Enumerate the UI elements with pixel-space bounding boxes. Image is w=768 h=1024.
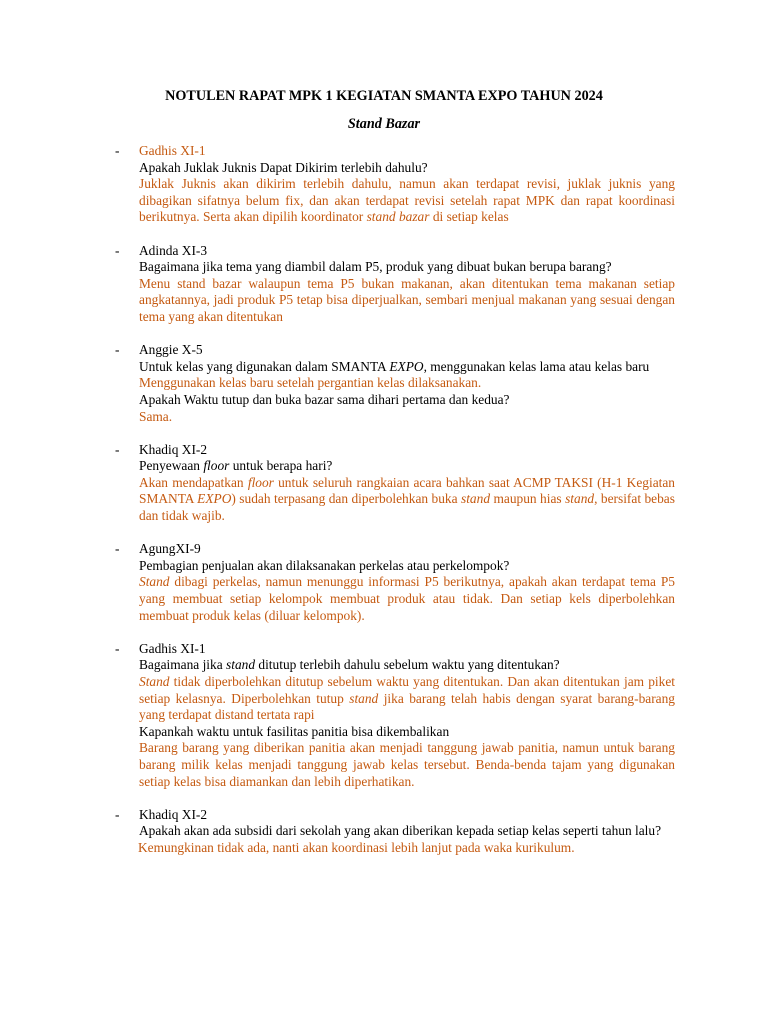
answer-text xyxy=(139,409,675,426)
text-segment: stand bazar xyxy=(366,209,430,225)
question-text xyxy=(139,823,675,840)
text-segment: EXPO xyxy=(389,358,424,374)
bullet-dash: - xyxy=(115,342,120,358)
answer-text xyxy=(139,740,675,790)
text-segment: Penyewaan xyxy=(139,458,204,474)
speaker-name: Gadhis XI-1 xyxy=(139,143,206,158)
question-text xyxy=(139,160,675,177)
question-text xyxy=(139,458,675,475)
answer-text xyxy=(139,574,675,624)
speaker-name: Adinda XI-3 xyxy=(139,242,208,258)
speaker-name: Anggie X-5 xyxy=(139,342,203,358)
text-segment: maupun hias xyxy=(490,491,566,507)
text-segment: Sama. xyxy=(139,408,173,424)
text-segment: Bagaimana jika tema yang diambil dalam P5, produk yang dibuat bukan berupa barang? xyxy=(139,259,612,275)
bullet-dash: - xyxy=(115,242,120,258)
document-subtitle: Stand Bazar xyxy=(347,116,421,132)
speaker-name: AgungXI-9 xyxy=(139,541,201,557)
answer-text xyxy=(138,840,675,857)
bullet-dash: - xyxy=(115,806,120,822)
bullet-dash: - xyxy=(115,143,120,158)
minutes-entry xyxy=(115,641,675,790)
text-segment: di setiap kelas xyxy=(429,209,509,225)
text-segment: Apakah Waktu tutup dan buka bazar sama dihari pertama dan kedua? xyxy=(139,391,510,407)
minutes-entry xyxy=(115,243,675,326)
answer-text xyxy=(139,674,675,724)
text-segment: ) sudah terpasang dan diperbolehkan buka xyxy=(231,491,461,507)
speaker-name: Khadiq XI-2 xyxy=(139,441,208,457)
speaker-name: Gadhis XI-1 xyxy=(139,640,206,656)
text-segment: stand xyxy=(565,491,595,507)
minutes-entry xyxy=(115,342,675,425)
minutes-entry xyxy=(115,442,675,525)
question-text xyxy=(139,359,675,376)
text-segment: jika barang telah habis dengan syarat barang-barang yang terdapat distand tertata rapi xyxy=(139,690,675,723)
text-segment: Menu stand bazar walaupun tema P5 bukan makanan, akan ditentukan tema makanan setiap angkatannya, jadi produk P5 tetap bisa diperjualkan, sembari menjual makanan yang sesuai dengan tema yang akan ditentukan xyxy=(139,275,675,324)
text-segment: Juklak Juknis akan dikirim terlebih dahulu, namun akan terdapat revisi, juklak juknis yang dibagikan sifatnya belum fix, dan akan terdapat revisi setelah rapat MPK dan rapat koordinasi berikutnya. Serta akan dipilih koordinator xyxy=(139,176,675,225)
text-segment: ditutup terlebih dahulu sebelum waktu yang ditentukan? xyxy=(255,657,560,673)
bullet-dash: - xyxy=(115,441,120,457)
text-segment: tidak diperbolehkan ditutup sebelum waktu yang ditentukan. Dan akan ditentukan jam piket setiap kelasnya. Diperbolehkan tutup xyxy=(139,674,675,706)
text-segment: Stand xyxy=(139,674,170,689)
text-segment: floor xyxy=(247,474,274,490)
text-segment: Apakah Juklak Juknis Dapat Dikirim terlebih dahulu? xyxy=(139,159,428,175)
question-text xyxy=(139,724,675,741)
text-segment: Kemungkinan tidak ada, nanti akan koordinasi lebih lanjut pada waka kurikulum. xyxy=(138,839,575,855)
question-text xyxy=(139,558,675,575)
minutes-entry xyxy=(115,541,675,624)
text-segment: stand xyxy=(226,657,256,673)
minutes-list xyxy=(115,143,675,873)
answer-text xyxy=(139,375,675,392)
minutes-entry xyxy=(115,143,675,226)
text-segment: Menggunakan kelas baru setelah pergantian kelas dilaksanakan. xyxy=(139,375,482,391)
text-segment: stand xyxy=(349,690,379,706)
text-segment: , menggunakan kelas lama atau kelas baru xyxy=(423,358,650,374)
text-segment: Kapankah waktu untuk fasilitas panitia bisa dikembalikan xyxy=(139,723,450,739)
question-text xyxy=(139,392,675,409)
text-segment: Akan mendapatkan xyxy=(139,474,248,490)
answer-text xyxy=(139,276,675,326)
document-title: NOTULEN RAPAT MPK 1 KEGIATAN SMANTA EXPO TAHUN 2024 xyxy=(165,88,603,104)
text-segment: untuk seluruh rangkaian acara bahkan saat ACMP TAKSI (H-1 Kegiatan SMANTA xyxy=(139,474,675,507)
text-segment: Apakah akan ada subsidi dari sekolah yang akan diberikan kepada setiap kelas seperti tahun lalu? xyxy=(139,823,662,839)
text-segment: Pembagian penjualan akan dilaksanakan perkelas atau perkelompok? xyxy=(139,557,510,573)
bullet-dash: - xyxy=(115,640,120,656)
bullet-dash: - xyxy=(115,541,120,557)
question-text xyxy=(139,657,675,674)
text-segment: Stand xyxy=(139,574,170,590)
text-segment: floor xyxy=(203,458,230,474)
answer-text xyxy=(139,475,675,525)
text-segment: Untuk kelas yang digunakan dalam SMANTA xyxy=(139,358,390,374)
question-text xyxy=(139,259,675,276)
text-segment: stand xyxy=(461,491,491,507)
answer-text xyxy=(139,176,675,226)
text-segment: Bagaimana jika xyxy=(139,657,227,673)
text-segment: Barang barang yang diberikan panitia akan menjadi tanggung jawab panitia, namun untuk barang barang milik kelas menjadi tanggung jawab kelas tersebut. Benda-benda tajam yang digunakan setiap kelas bisa diamankan dan lebih diperhatikan. xyxy=(139,740,675,789)
text-segment: untuk berapa hari? xyxy=(229,458,333,474)
text-segment: EXPO xyxy=(197,491,232,507)
speaker-name: Khadiq XI-2 xyxy=(139,806,208,822)
text-segment: dibagi perkelas, namun menunggu informasi P5 berikutnya, apakah akan terdapat tema P5 yang membuat setiap kelompok membuat produk atau tidak. Dan setiap kels diperbolehkan membuat produk kelas (diluar kelompok). xyxy=(139,574,675,623)
minutes-entry xyxy=(115,807,675,857)
text-segment: , bersifat bebas dan tidak wajib. xyxy=(139,491,675,524)
